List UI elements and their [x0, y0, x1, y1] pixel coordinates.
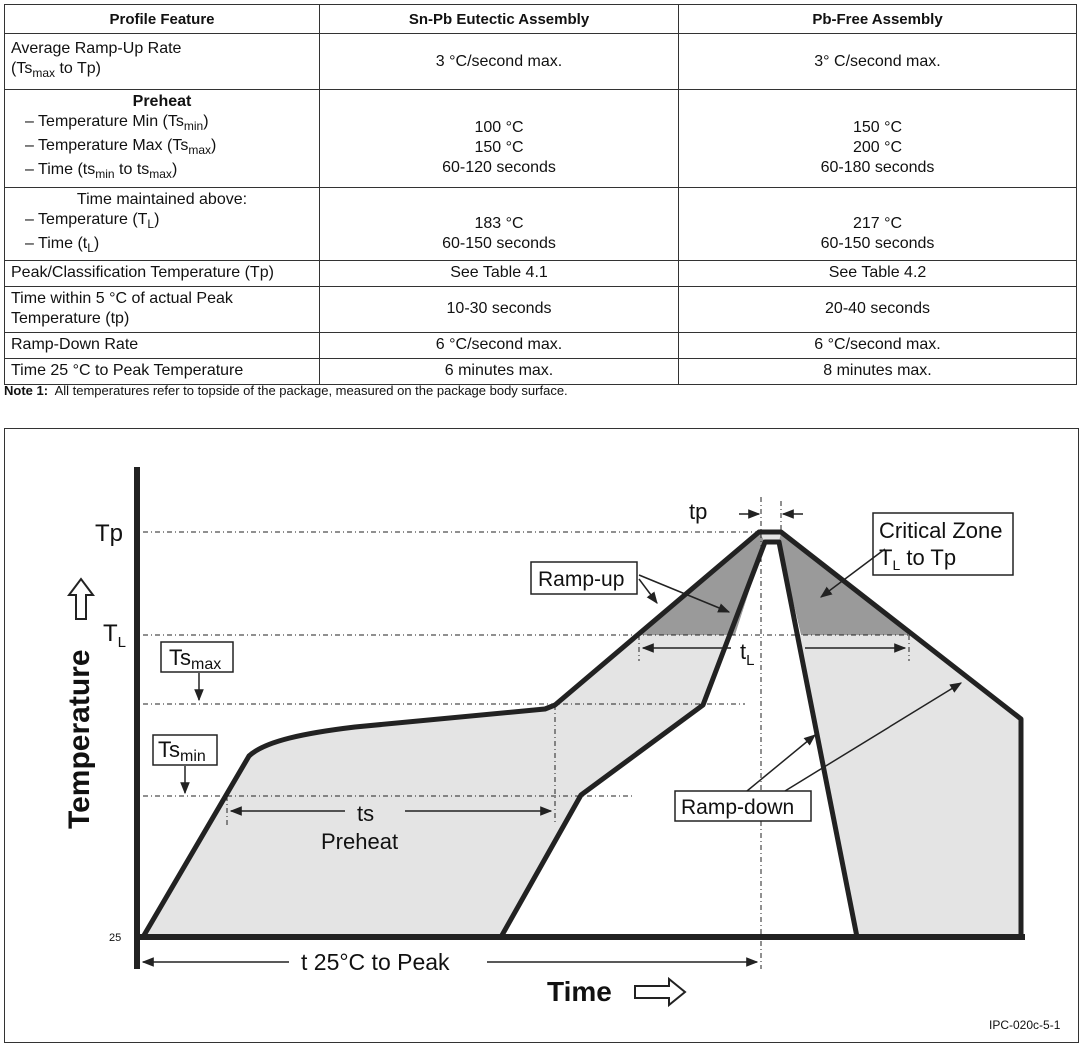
feature-line: Preheat: [132, 93, 192, 110]
pbfree-value: [685, 194, 1070, 214]
reflow-profile-figure: [4, 428, 1079, 1043]
feature-line: – Time $(t_L)$: [25, 234, 100, 255]
snpb-value: 60-150 seconds: [442, 234, 556, 252]
note-text: All temperatures refer to topside of the package, measured on the package body surface.: [54, 383, 568, 398]
cell-snpb: [320, 34, 679, 90]
table-row: [5, 34, 1077, 90]
snpb-value: 6 °C/second max.: [435, 336, 563, 354]
note-label: Note 1:: [4, 383, 49, 398]
feature-line: Time maintained above:: [76, 190, 248, 208]
pbfree-value: 150 °C: [852, 119, 903, 137]
pbfree-value: 8 minutes max.: [823, 362, 932, 380]
snpb-value: 150 °C: [474, 139, 524, 157]
cell-snpb: [320, 358, 679, 384]
feature-line: – Time ($ts_{min}$ to $ts_{max}$): [25, 161, 178, 182]
tp-label: tp: [689, 499, 708, 524]
feature-line: Time within 5 °C of actual Peak: [11, 290, 233, 308]
feature-line: ($Ts_{max}$ to Tp): [11, 60, 101, 81]
pbfree-value: See Table 4.2: [828, 264, 927, 282]
reflow-profile-diagram: [5, 429, 1077, 1041]
feature-line: Temperature (tp): [11, 310, 130, 328]
feature-line: Average Ramp-Up Rate: [11, 40, 182, 58]
tick-tl: $T_L$: [103, 620, 127, 651]
cell-pbfree: [679, 34, 1077, 90]
snpb-value: [326, 98, 672, 118]
pbfree-value: 3° C/second max.: [814, 52, 941, 70]
table-row: [5, 332, 1077, 358]
snpb-value: 60-120 seconds: [442, 159, 556, 177]
cell-pbfree: [679, 260, 1077, 286]
snpb-value: 183 °C: [474, 214, 524, 232]
feature-line: Time 25 °C to Peak Temperature: [11, 362, 244, 380]
feature-line: – Temperature $(T_L)$: [25, 210, 160, 231]
cell-snpb: [320, 332, 679, 358]
table-row: [5, 90, 1077, 188]
table-row: [5, 260, 1077, 286]
cell-profile-feature: [5, 332, 320, 358]
cell-snpb: [320, 286, 679, 332]
feature-line: – Temperature Min $(Ts_{min})$: [25, 113, 209, 134]
cell-profile-feature: [5, 286, 320, 332]
col-header-feature: Profile Feature: [5, 5, 320, 34]
tsmax-label: Tsmax: [169, 645, 222, 673]
feature-line: Ramp-Down Rate: [11, 336, 139, 354]
x-axis-label: Time: [547, 976, 612, 1007]
snpb-value: 6 minutes max.: [444, 362, 554, 380]
preheat-label: Preheat: [321, 829, 399, 854]
x-axis-arrow-icon: [635, 979, 685, 1005]
cell-profile-feature: [5, 187, 320, 260]
tl-label: $t_L$: [740, 639, 755, 669]
cell-profile-feature: [5, 260, 320, 286]
col-header-snpb: Sn-Pb Eutectic Assembly: [320, 5, 679, 34]
table-note: [4, 383, 568, 398]
cell-pbfree: [679, 332, 1077, 358]
col-header-pbfree: Pb-Free Assembly: [679, 5, 1077, 34]
feature-line: Peak/Classification Temperature (Tp): [11, 264, 274, 282]
cell-pbfree: [679, 286, 1077, 332]
ramp-up-pointer-1: [639, 579, 657, 603]
pbfree-value: 217 °C: [852, 214, 903, 232]
snpb-value: 10-30 seconds: [446, 300, 552, 318]
pbfree-value: 6 °C/second max.: [814, 336, 941, 354]
pbfree-value: 60-150 seconds: [820, 234, 935, 252]
pbfree-value: 200 °C: [852, 139, 903, 157]
cell-snpb: [320, 90, 679, 188]
critical-zone-label-1: Critical Zone: [879, 518, 1003, 543]
tsmin-label: Tsmin: [158, 737, 206, 765]
cell-profile-feature: [5, 34, 320, 90]
tick-tp: Tp: [95, 520, 124, 547]
y-axis-label: Temperature: [63, 649, 96, 829]
y-axis-arrow-icon: [69, 579, 93, 619]
cell-snpb: [320, 187, 679, 260]
ts-label: ts: [357, 801, 375, 826]
ramp-up-label: Ramp-up: [538, 568, 625, 591]
snpb-value: [326, 194, 672, 214]
reflow-profile-table: [4, 4, 1077, 385]
table-row: [5, 358, 1077, 384]
table-row: [5, 286, 1077, 332]
pbfree-value: 60-180 seconds: [820, 159, 935, 177]
cell-snpb: [320, 260, 679, 286]
ramp-down-label: Ramp-down: [681, 796, 795, 819]
critical-zone-label-2: $T_L$ to Tp: [879, 545, 957, 573]
cell-profile-feature: [5, 90, 320, 188]
t25-label: t 25°C to Peak: [301, 949, 450, 975]
snpb-value: 3 °C/second max.: [435, 52, 563, 70]
table-header-row: [5, 5, 1077, 34]
snpb-value: See Table 4.1: [450, 264, 548, 282]
pbfree-value: 20-40 seconds: [825, 300, 930, 318]
cell-pbfree: [679, 90, 1077, 188]
pbfree-value: [685, 98, 1070, 118]
table-row: [5, 187, 1077, 260]
cell-pbfree: [679, 358, 1077, 384]
figure-id: IPC-020c-5-1: [989, 1018, 1061, 1032]
tick-25: 25: [109, 932, 122, 944]
feature-line: – Temperature Max $(Ts_{max})$: [25, 137, 217, 158]
snpb-value: 100 °C: [474, 119, 524, 137]
cell-profile-feature: [5, 358, 320, 384]
ramp-down-pointer-1: [747, 735, 815, 791]
cell-pbfree: [679, 187, 1077, 260]
